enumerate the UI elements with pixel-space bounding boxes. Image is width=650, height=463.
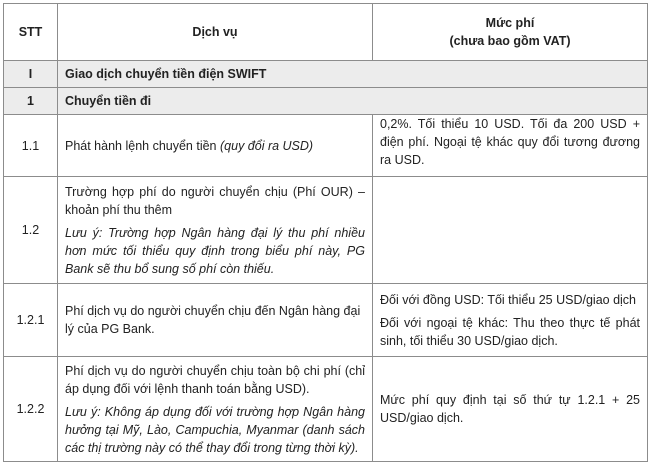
section-row-sub <box>4 88 648 115</box>
row-stt: 1.2 <box>4 177 58 284</box>
header-stt: STT <box>4 4 58 61</box>
table-header-row <box>4 4 648 61</box>
fee-schedule-table <box>3 3 648 462</box>
row-service <box>58 177 373 284</box>
row-service-note: (quy đổi ra USD) <box>220 138 314 153</box>
row-service: Phí dịch vụ do người chuyển chịu đến Ngân hàng đại lý của PG Bank. <box>58 284 373 357</box>
table-row <box>4 115 648 177</box>
row-fee: Mức phí quy định tại số thứ tự 1.2.1 + 25 USD/giao dịch. <box>373 357 648 462</box>
row-fee <box>373 177 648 284</box>
row-fee: 0,2%. Tối thiểu 10 USD. Tối đa 200 USD + điện phí. Ngoại tệ khác quy đổi tương đương ra USD. <box>373 115 648 177</box>
row-service-text: Phát hành lệnh chuyển tiền <box>65 138 217 153</box>
row-service <box>58 115 373 177</box>
section-roman-stt: I <box>4 61 58 88</box>
header-fee-subtitle: (chưa bao gồm VAT) <box>449 34 571 48</box>
table-row <box>4 177 648 284</box>
row-service-text: Phí dịch vụ do người chuyển chịu toàn bộ chi phí (chỉ áp dụng đối với lệnh thanh toán bằng USD). <box>65 363 365 396</box>
row-fee-line-usd: Đối với đồng USD: Tối thiểu 25 USD/giao dịch <box>380 292 637 307</box>
row-note: Lưu ý: Không áp dụng đối với trường hợp Ngân hàng hưởng tại Mỹ, Lào, Campuchia, Myanmar (danh sách các thị trường này có thể thay đổi trong từng thời kỳ). <box>65 404 365 455</box>
table-row <box>4 284 648 357</box>
row-stt: 1.2.2 <box>4 357 58 462</box>
row-service-text: Trường hợp phí do người chuyển chịu (Phí OUR) – khoản phí thu thêm <box>65 184 365 217</box>
header-fee-title: Mức phí <box>485 16 535 30</box>
row-fee <box>373 284 648 357</box>
row-stt: 1.2.1 <box>4 284 58 357</box>
section-roman-label: Giao dịch chuyển tiền điện SWIFT <box>58 61 648 88</box>
table-row <box>4 357 648 462</box>
section-sub-stt: 1 <box>4 88 58 115</box>
section-row-roman <box>4 61 648 88</box>
header-service: Dịch vụ <box>58 4 373 61</box>
section-sub-label: Chuyển tiền đi <box>58 88 648 115</box>
row-stt: 1.1 <box>4 115 58 177</box>
header-fee <box>373 4 648 61</box>
row-service <box>58 357 373 462</box>
row-fee-line-other: Đối với ngoại tệ khác: Thu theo thực tế phát sinh, tối thiểu 30 USD/giao dịch. <box>380 315 640 348</box>
row-note: Lưu ý: Trường hợp Ngân hàng đại lý thu phí nhiều hơn mức tối thiểu quy định trong biểu phí này, PG Bank sẽ thu bổ sung số phí còn thiếu. <box>65 225 365 276</box>
